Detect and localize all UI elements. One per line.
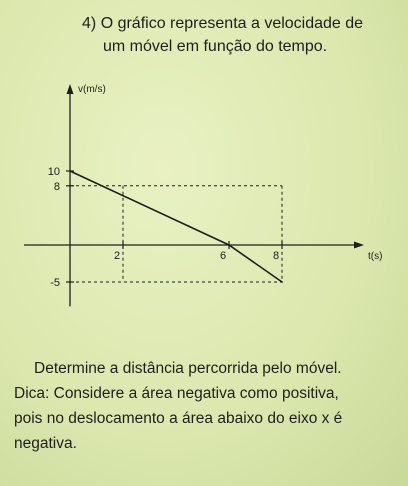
- task-text: Determine a distância percorrida pelo móvel.: [34, 360, 342, 377]
- velocity-line-0: [70, 171, 282, 282]
- y-tick-label-0: 10: [47, 166, 60, 178]
- question-text-line1: O gráfico representa a velocidade de: [100, 15, 364, 32]
- hint-line-3: negativa.: [14, 435, 77, 452]
- x-tick-label-1: 6: [219, 250, 227, 262]
- data-point-0-2: [281, 281, 283, 283]
- data-point-0-0: [69, 170, 71, 172]
- question-text-line2: um móvel em função do tempo.: [103, 38, 328, 55]
- x-tick-label-2: 8: [272, 250, 280, 262]
- x-axis-label: t(s): [368, 251, 383, 262]
- hint-line-2: pois no deslocamento a área abaixo do eixo x é: [14, 410, 343, 427]
- question-number: 4): [82, 15, 97, 32]
- y-tick-label-2: -5: [50, 277, 60, 289]
- data-point-0-1: [228, 244, 230, 246]
- y-axis-arrow: [67, 84, 74, 94]
- question-instructions: [14, 356, 400, 456]
- velocity-time-graph: [0, 78, 408, 328]
- x-tick-label-0: 2: [113, 250, 121, 262]
- x-axis-arrow: [354, 242, 364, 249]
- hint-line-1: Dica: Considere a área negativa como positiva,: [14, 385, 339, 402]
- y-tick-label-1: 8: [53, 180, 60, 193]
- question-header: [82, 12, 402, 58]
- y-axis-label: v(m/s): [78, 84, 106, 95]
